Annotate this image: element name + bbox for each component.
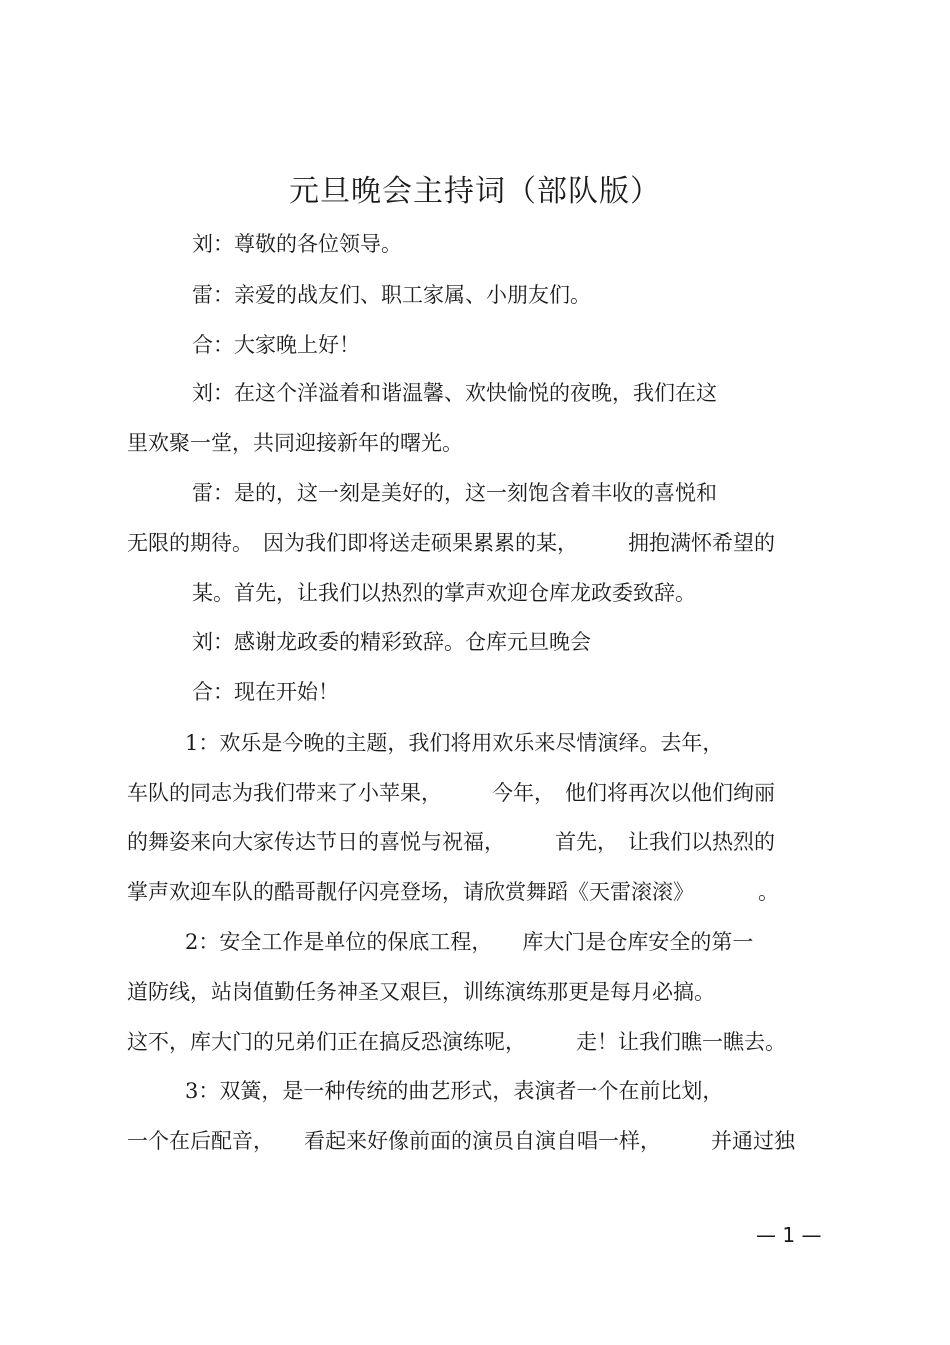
paragraph-line: 某。首先，让我们以热烈的掌声欢迎仓库龙政委致辞。 [192, 581, 696, 605]
paragraph-line: 里欢聚一堂，共同迎接新年的曙光。 [127, 431, 463, 455]
line-segment: 看起来好像前面的演员自演自唱一样， [304, 1129, 661, 1153]
paragraph-line: 1：欢乐是今晚的主题，我们将用欢乐来尽情演绎。去年， [185, 731, 724, 755]
line-segment: 库大门是仓库安全的第一 [522, 930, 754, 954]
paragraph-line: 3：双簧，是一种传统的曲艺形式，表演者一个在前比划， [185, 1079, 724, 1103]
paragraph-line [127, 877, 779, 907]
paragraph-line: 刘：尊敬的各位领导。 [192, 232, 402, 256]
paragraph-line: 刘：在这个洋溢着和谐温馨、欢快愉悦的夜晚，我们在这 [192, 381, 717, 405]
line-segment: 。 [758, 880, 779, 904]
line-segment: 走！让我们瞧一瞧去。 [576, 1030, 786, 1054]
line-segment: 这不，库大门的兄弟们正在搞反恐演练呢， [127, 1030, 526, 1054]
line-segment: 2：安全工作是单位的保底工程， [185, 930, 493, 954]
paragraph-line: 道防线，站岗值勤任务神圣又艰巨，训练演练那更是每月必搞。 [127, 980, 715, 1004]
paragraph-line [127, 827, 775, 857]
document-title: 元旦晚会主持词（部队版） [289, 174, 661, 209]
line-segment: 车队的同志为我们带来了小苹果， [127, 781, 442, 805]
paragraph-line: 雷：是的，这一刻是美好的，这一刻饱含着丰收的喜悦和 [192, 481, 717, 505]
paragraph-line [127, 528, 775, 558]
page-number: — 1 — [756, 1223, 822, 1247]
line-segment: 他们将再次以他们绚丽 [565, 781, 775, 805]
line-segment: 无限的期待。 [127, 531, 253, 555]
paragraph-line [127, 778, 775, 808]
paragraph-line [185, 927, 753, 957]
line-segment: 一个在后配音， [127, 1129, 274, 1153]
paragraph-line: 合：大家晚上好！ [192, 333, 360, 357]
line-segment: 今年， [492, 781, 555, 805]
paragraph-line: 雷：亲爱的战友们、职工家属、小朋友们。 [192, 283, 591, 307]
line-segment: 的舞姿来向大家传达节日的喜悦与祝福， [127, 830, 505, 854]
line-segment: 首先， [555, 830, 618, 854]
line-segment: 因为我们即将送走硕果累累的某， [263, 531, 578, 555]
line-segment: 让我们以热烈的 [628, 830, 775, 854]
paragraph-line [127, 1126, 795, 1156]
line-segment: 掌声欢迎车队的酷哥靓仔闪亮登场，请欣赏舞蹈《天雷滚滚》 [127, 880, 694, 904]
paragraph-line [127, 1027, 786, 1057]
paragraph-line: 刘：感谢龙政委的精彩致辞。仓库元旦晚会 [192, 630, 591, 654]
line-segment: 并通过独 [711, 1129, 795, 1153]
line-segment: 拥抱满怀希望的 [628, 531, 775, 555]
paragraph-line: 合：现在开始！ [192, 680, 339, 704]
